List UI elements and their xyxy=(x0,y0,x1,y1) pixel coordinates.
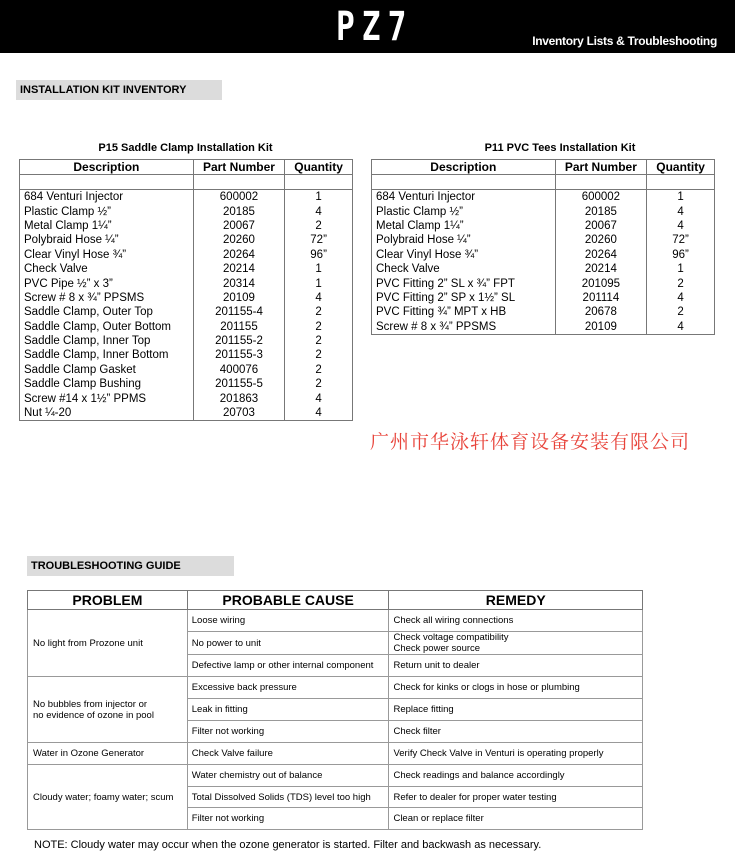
troubleshooting-section-title: TROUBLESHOOTING GUIDE xyxy=(27,556,234,576)
item-description: PVC Fitting 2” SP x 1½” SL xyxy=(372,291,556,305)
column-header-part-number: Part Number xyxy=(555,160,647,175)
remedy-cell xyxy=(389,765,643,787)
item-quantity: 72” xyxy=(285,233,353,247)
item-description: Saddle Clamp, Outer Top xyxy=(20,305,194,319)
item-part-number: 20109 xyxy=(193,291,284,305)
item-part-number: 20214 xyxy=(193,262,284,276)
page-header xyxy=(0,0,735,53)
remedy-cell xyxy=(389,610,643,632)
item-description: 684 Venturi Injector xyxy=(20,190,194,205)
remedy-cell xyxy=(389,808,643,830)
problem-cell xyxy=(28,765,188,830)
item-part-number: 600002 xyxy=(555,190,647,205)
item-quantity: 2 xyxy=(285,334,353,348)
item-description: Saddle Clamp, Outer Bottom xyxy=(20,320,194,334)
probable-cause-cell: Excessive back pressure xyxy=(187,677,389,699)
item-part-number: 20264 xyxy=(555,248,647,262)
company-watermark: 广州市华泳轩体育设备安装有限公司 xyxy=(370,431,691,453)
table-row xyxy=(372,276,715,290)
item-quantity: 2 xyxy=(285,320,353,334)
problem-text: Cloudy water; foamy water; scum xyxy=(33,791,174,803)
table-row xyxy=(372,219,715,233)
item-part-number: 20067 xyxy=(193,219,284,233)
item-quantity: 1 xyxy=(647,262,715,276)
item-description: Screw # 8 x ¾” PPSMS xyxy=(372,320,556,335)
item-description: Clear Vinyl Hose ¾” xyxy=(20,248,194,262)
table-row xyxy=(20,233,353,247)
item-description: 684 Venturi Injector xyxy=(372,190,556,205)
item-quantity: 4 xyxy=(285,406,353,421)
item-description: Clear Vinyl Hose ¾” xyxy=(372,248,556,262)
item-description: Plastic Clamp ½” xyxy=(20,204,194,218)
item-description: Metal Clamp 1¼” xyxy=(20,219,194,233)
item-part-number: 201114 xyxy=(555,291,647,305)
item-part-number: 20214 xyxy=(555,262,647,276)
item-description: Screw #14 x 1½” PPMS xyxy=(20,391,194,405)
p15-kit-table xyxy=(19,159,353,421)
table-row xyxy=(20,305,353,319)
probable-cause-cell: Filter not working xyxy=(187,808,389,830)
remedy-text: Clean or replace filter xyxy=(393,813,484,824)
item-quantity: 1 xyxy=(285,190,353,205)
problem-text: No light from Prozone unit xyxy=(33,637,143,649)
item-part-number: 20314 xyxy=(193,276,284,290)
table-row xyxy=(372,305,715,319)
page-subtitle: Inventory Lists & Troubleshooting xyxy=(532,34,717,48)
table-row xyxy=(28,743,643,765)
item-quantity: 2 xyxy=(285,219,353,233)
item-description: Plastic Clamp ½” xyxy=(372,204,556,218)
column-header-probable-cause: PROBABLE CAUSE xyxy=(187,591,389,610)
item-part-number: 20185 xyxy=(555,204,647,218)
table-row xyxy=(20,391,353,405)
remedy-cell xyxy=(389,677,643,699)
remedy-cell xyxy=(389,632,643,655)
probable-cause-cell: No power to unit xyxy=(187,632,389,655)
remedy-text: Return unit to dealer xyxy=(393,660,480,671)
item-quantity: 1 xyxy=(647,190,715,205)
probable-cause-cell: Water chemistry out of balance xyxy=(187,765,389,787)
item-part-number: 20703 xyxy=(193,406,284,421)
column-header-problem: PROBLEM xyxy=(28,591,188,610)
p15-kit-title: P15 Saddle Clamp Installation Kit xyxy=(98,142,273,154)
item-quantity: 4 xyxy=(647,204,715,218)
remedy-text-line2: Check power source xyxy=(393,643,481,654)
probable-cause-cell: Total Dissolved Solids (TDS) level too high xyxy=(187,787,389,808)
item-description: Nut ¼-20 xyxy=(20,406,194,421)
item-description: PVC Fitting 2” SL x ¾” FPT xyxy=(372,276,556,290)
item-quantity: 4 xyxy=(647,320,715,335)
item-description: PVC Pipe ½” x 3” xyxy=(20,276,194,290)
item-quantity: 2 xyxy=(285,377,353,391)
item-description: Polybraid Hose ¼” xyxy=(372,233,556,247)
remedy-text: Check voltage compatibility xyxy=(393,632,509,643)
table-row xyxy=(20,262,353,276)
problem-text: No bubbles from injector or xyxy=(33,698,148,710)
item-part-number: 201095 xyxy=(555,276,647,290)
item-part-number: 201863 xyxy=(193,391,284,405)
remedy-cell xyxy=(389,743,643,765)
probable-cause-cell: Leak in fitting xyxy=(187,699,389,721)
brand-logo: PZ7 xyxy=(336,4,414,50)
item-quantity: 1 xyxy=(285,262,353,276)
column-header-part-number: Part Number xyxy=(193,160,284,175)
item-quantity: 2 xyxy=(647,305,715,319)
table-row xyxy=(20,377,353,391)
probable-cause-cell: Filter not working xyxy=(187,721,389,743)
table-row xyxy=(372,248,715,262)
probable-cause-cell: Check Valve failure xyxy=(187,743,389,765)
item-description: Saddle Clamp, Inner Top xyxy=(20,334,194,348)
remedy-text: Check filter xyxy=(393,726,441,737)
table-row xyxy=(20,406,353,421)
item-quantity: 4 xyxy=(285,204,353,218)
remedy-cell xyxy=(389,699,643,721)
blank-row xyxy=(372,175,715,190)
table-row xyxy=(28,610,643,632)
table-row xyxy=(20,334,353,348)
item-part-number: 201155-4 xyxy=(193,305,284,319)
problem-text: Water in Ozone Generator xyxy=(33,748,145,759)
item-quantity: 4 xyxy=(285,291,353,305)
remedy-text: Check for kinks or clogs in hose or plumbing xyxy=(393,682,580,693)
problem-cell xyxy=(28,743,188,765)
column-header-quantity: Quantity xyxy=(285,160,353,175)
table-row xyxy=(20,219,353,233)
item-part-number: 20264 xyxy=(193,248,284,262)
p11-kit-table xyxy=(371,159,715,335)
table-row xyxy=(28,765,643,787)
item-description: Polybraid Hose ¼” xyxy=(20,233,194,247)
table-row xyxy=(20,204,353,218)
table-row xyxy=(20,363,353,377)
column-header-description: Description xyxy=(372,160,556,175)
item-description: Screw # 8 x ¾” PPSMS xyxy=(20,291,194,305)
item-part-number: 20260 xyxy=(193,233,284,247)
item-quantity: 2 xyxy=(285,305,353,319)
item-quantity: 4 xyxy=(647,219,715,233)
table-row xyxy=(372,320,715,335)
probable-cause-cell: Defective lamp or other internal component xyxy=(187,655,389,677)
remedy-text: Refer to dealer for proper water testing xyxy=(393,791,557,803)
item-description: Saddle Clamp Gasket xyxy=(20,363,194,377)
item-description: Metal Clamp 1¼” xyxy=(372,219,556,233)
p11-kit-title: P11 PVC Tees Installation Kit xyxy=(484,142,636,154)
item-quantity: 2 xyxy=(647,276,715,290)
table-row xyxy=(372,233,715,247)
item-description: Check Valve xyxy=(372,262,556,276)
problem-cell xyxy=(28,610,188,677)
item-quantity: 96” xyxy=(647,248,715,262)
table-row xyxy=(20,320,353,334)
item-description: Saddle Clamp Bushing xyxy=(20,377,194,391)
column-header-remedy: REMEDY xyxy=(389,591,643,610)
table-row xyxy=(20,190,353,205)
remedy-text: Verify Check Valve in Venturi is operating properly xyxy=(393,748,604,759)
table-row xyxy=(20,291,353,305)
table-row xyxy=(372,204,715,218)
table-row xyxy=(20,348,353,362)
item-part-number: 201155-5 xyxy=(193,377,284,391)
remedy-cell xyxy=(389,787,643,808)
item-part-number: 201155 xyxy=(193,320,284,334)
item-part-number: 20260 xyxy=(555,233,647,247)
item-quantity: 96” xyxy=(285,248,353,262)
item-quantity: 2 xyxy=(285,363,353,377)
item-part-number: 201155-3 xyxy=(193,348,284,362)
remedy-cell xyxy=(389,655,643,677)
item-description: Saddle Clamp, Inner Bottom xyxy=(20,348,194,362)
table-row xyxy=(372,262,715,276)
remedy-text: Replace fitting xyxy=(393,704,454,715)
table-row xyxy=(372,190,715,205)
table-row xyxy=(20,276,353,290)
remedy-text: Check all wiring connections xyxy=(393,615,514,626)
probable-cause-cell: Loose wiring xyxy=(187,610,389,632)
item-part-number: 20678 xyxy=(555,305,647,319)
item-quantity: 1 xyxy=(285,276,353,290)
column-header-description: Description xyxy=(20,160,194,175)
item-part-number: 20109 xyxy=(555,320,647,335)
installation-section-title: INSTALLATION KIT INVENTORY xyxy=(16,80,222,100)
item-quantity: 4 xyxy=(647,291,715,305)
item-part-number: 20185 xyxy=(193,204,284,218)
problem-text-line2: no evidence of ozone in pool xyxy=(33,709,154,721)
troubleshooting-table xyxy=(27,590,643,830)
blank-row xyxy=(20,175,353,190)
item-quantity: 2 xyxy=(285,348,353,362)
problem-cell xyxy=(28,677,188,743)
item-quantity: 72” xyxy=(647,233,715,247)
remedy-cell xyxy=(389,721,643,743)
item-part-number: 20067 xyxy=(555,219,647,233)
column-header-quantity: Quantity xyxy=(647,160,715,175)
table-row xyxy=(20,248,353,262)
footer-note: NOTE: Cloudy water may occur when the ozone generator is started. Filter and backwash as necessary. xyxy=(34,839,542,851)
item-part-number: 201155-2 xyxy=(193,334,284,348)
item-description: PVC Fitting ¾” MPT x HB xyxy=(372,305,556,319)
item-quantity: 4 xyxy=(285,391,353,405)
item-part-number: 400076 xyxy=(193,363,284,377)
table-row xyxy=(28,677,643,699)
table-row xyxy=(372,291,715,305)
remedy-text: Check readings and balance accordingly xyxy=(393,770,565,781)
item-description: Check Valve xyxy=(20,262,194,276)
item-part-number: 600002 xyxy=(193,190,284,205)
